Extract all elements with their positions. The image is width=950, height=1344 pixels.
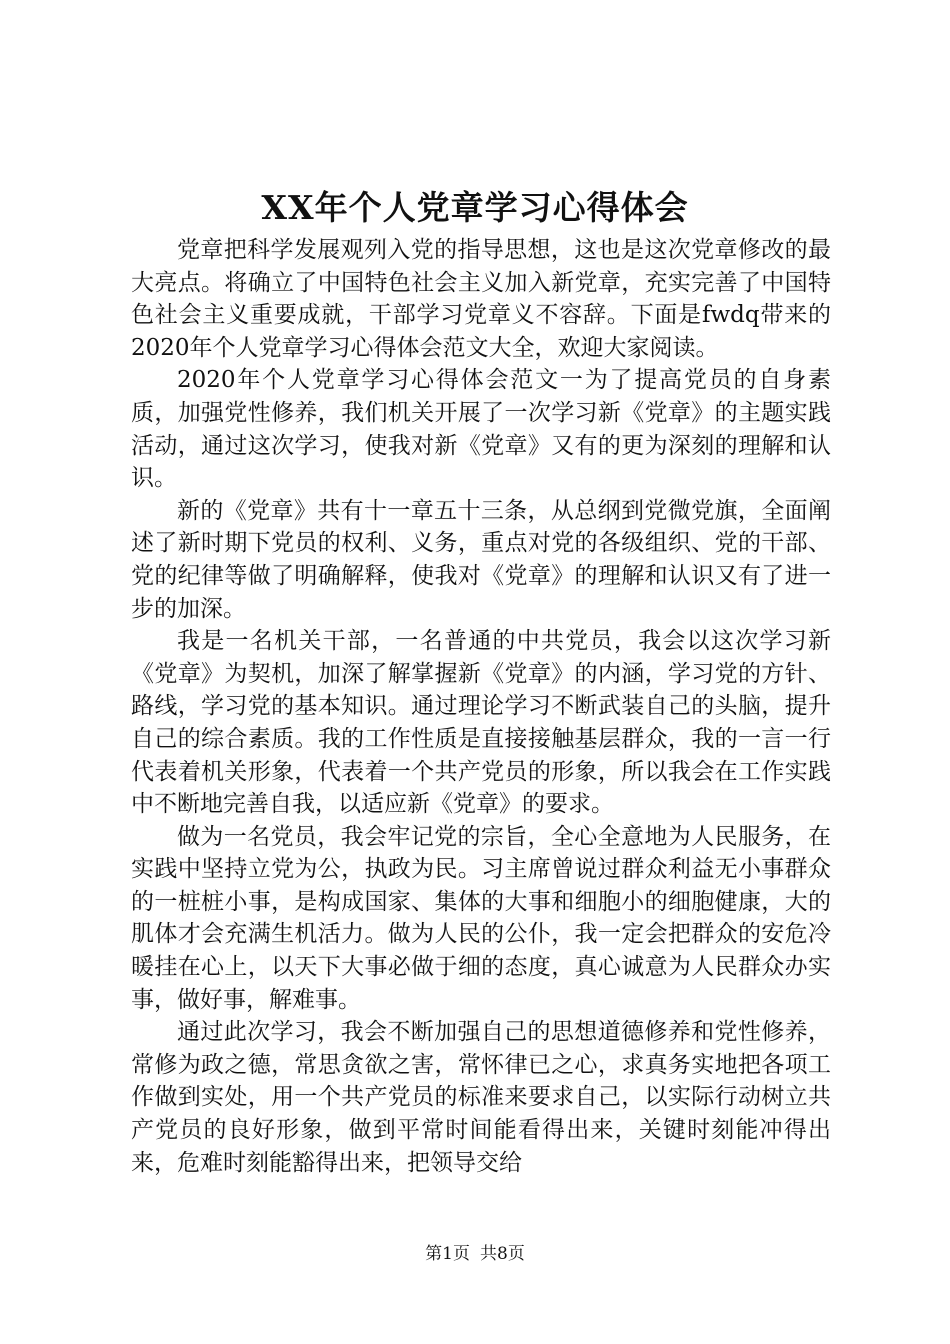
paragraph: 通过此次学习，我会不断加强自己的思想道德修养和党性修养，常修为政之德，常思贪欲之害，常怀律已之心，求真务实地把各项工作做到实处，用一个共产党员的标准来要求自己，以实际行动树立共产党员的良好形象，做到平常时间能看得出来，关键时刻能冲得出来，危难时刻能豁得出来，把领导交给 <box>131 1019 831 1176</box>
paragraph: 新的《党章》共有十一章五十三条，从总纲到党微党旗，全面阐述了新时期下党员的权利、义务，重点对党的各级组织、党的干部、党的纪律等做了明确解释，使我对《党章》的理解和认识又有了进一步的加深。 <box>131 497 831 622</box>
document-body <box>131 234 831 1179</box>
document-title: XX年个人党章学习心得体会 <box>261 188 689 227</box>
page-footer <box>0 1242 950 1266</box>
page-number-current: 第1页 <box>425 1244 470 1264</box>
paragraph: 2020年个人党章学习心得体会范文一为了提高党员的自身素质，加强党性修养，我们机关开展了一次学习新《党章》的主题实践活动，通过这次学习，使我对新《党章》又有的更为深刻的理解和认识。 <box>131 367 831 492</box>
paragraph: 党章把科学发展观列入党的指导思想，这也是这次党章修改的最大亮点。将确立了中国特色社会主义加入新党章，充实完善了中国特色社会主义重要成就，干部学习党章义不容辞。下面是fwdq带来的2020年个人党章学习心得体会范文大全，欢迎大家阅读。 <box>131 237 831 361</box>
page-number-total: 共8页 <box>480 1244 525 1264</box>
paragraph: 我是一名机关干部，一名普通的中共党员，我会以这次学习新《党章》为契机，加深了解掌握新《党章》的内涵，学习党的方针、路线，学习党的基本知识。通过理论学习不断武装自己的头脑，提升自己的综合素质。我的工作性质是直接接触基层群众，我的一言一行代表着机关形象，代表着一个共产党员的形象，所以我会在工作实践中不断地完善自我，以适应新《党章》的要求。 <box>131 628 831 818</box>
paragraph: 做为一名党员，我会牢记党的宗旨，全心全意地为人民服务，在实践中坚持立党为公，执政为民。习主席曾说过群众利益无小事群众的一桩桩小事，是构成国家、集体的大事和细胞小的细胞健康，大的肌体才会充满生机活力。做为人民的公仆，我一定会把群众的安危冷暖挂在心上，以天下大事必做于细的态度，真心诚意为人民群众办实事，做好事，解难事。 <box>131 823 831 1013</box>
